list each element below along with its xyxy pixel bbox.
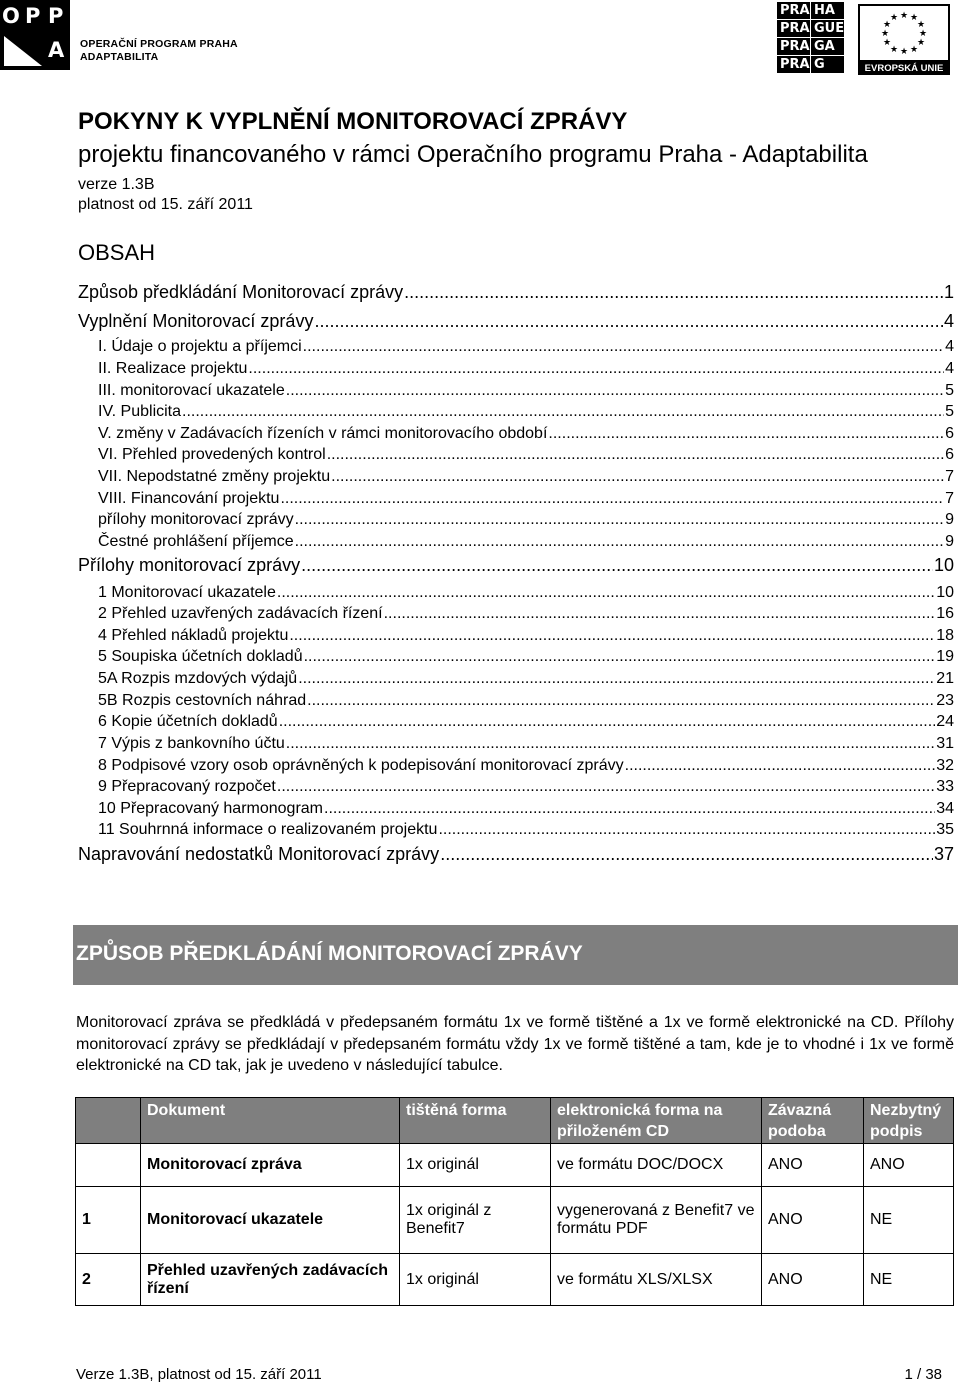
toc-leader-dots [438, 821, 935, 839]
toc-leader-dots [280, 490, 944, 508]
toc-entry-label: II. Realizace projektu [98, 360, 248, 377]
toc-entry[interactable] [98, 584, 954, 602]
table-row [76, 1187, 954, 1254]
toc-entry[interactable] [98, 692, 954, 710]
toc-heading: OBSAH [78, 240, 156, 265]
table-cell-binding: ANO [762, 1187, 864, 1254]
toc-entry[interactable] [98, 778, 954, 796]
table-cell-num [76, 1144, 141, 1187]
svg-text:★: ★ [889, 45, 899, 55]
toc-entry-label: VII. Nepodstatné změny projektu [98, 468, 331, 485]
svg-text:★: ★ [909, 45, 919, 55]
toc-entry-page: 31 [936, 735, 954, 752]
toc-leader-dots [307, 692, 935, 710]
toc-entry[interactable] [98, 382, 954, 400]
toc-entry-label: 11 Souhrnná informace o realizovaném projektu [98, 821, 438, 838]
toc-entry[interactable] [98, 490, 954, 508]
eu-stars-icon [860, 6, 948, 60]
svg-text:★: ★ [880, 29, 890, 39]
toc-entry-page: 16 [936, 605, 954, 622]
toc-entry-label: Vyplnění Monitorovací zprávy [78, 311, 314, 331]
opp-logo-text [80, 38, 238, 64]
toc-leader-dots [286, 735, 935, 753]
toc-leader-dots [295, 511, 944, 529]
table-cell-electronic: ve formátu DOC/DOCX [551, 1144, 762, 1187]
toc-entry[interactable] [98, 511, 954, 529]
opp-logo-line2: ADAPTABILITA [80, 51, 159, 63]
toc-entry[interactable] [78, 282, 954, 303]
toc-leader-dots [289, 627, 935, 645]
toc-entry-page: 7 [945, 468, 954, 485]
toc-entry-page: 10 [933, 555, 954, 575]
table-cell-num: 2 [76, 1254, 141, 1306]
praha-logo-cell: HA [811, 2, 844, 19]
praha-logo-cell: GA [811, 38, 844, 55]
toc-leader-dots [548, 425, 944, 443]
toc-entry[interactable] [78, 311, 954, 332]
table-cell-num: 1 [76, 1187, 141, 1254]
toc-entry-label: 10 Přepracovaný harmonogram [98, 800, 324, 817]
document-subtitle: projektu financovaného v rámci Operačního programu Praha - Adaptabilita [78, 141, 868, 168]
toc-entry-page: 9 [945, 511, 954, 528]
toc-leader-dots [625, 757, 936, 775]
table-cell-print: 1x originál [400, 1144, 551, 1187]
table-cell-signature: NE [864, 1187, 954, 1254]
table-cell-electronic: vygenerovaná z Benefit7 ve formátu PDF [551, 1187, 762, 1254]
toc-entry-page: 6 [945, 425, 954, 442]
toc-leader-dots [314, 311, 943, 332]
table-cell-print: 1x originál [400, 1254, 551, 1306]
toc-leader-dots [295, 533, 944, 551]
toc-entry[interactable] [98, 533, 954, 551]
toc-entry-label: V. změny v Zadávacích řízeních v rámci monitorovacího období [98, 425, 548, 442]
table-cell-electronic: ve formátu XLS/XLSX [551, 1254, 762, 1306]
document-validity: platnost od 15. září 2011 [78, 196, 253, 213]
opp-logo-letter: P [48, 4, 64, 28]
toc-entry-page: 5 [945, 382, 954, 399]
toc-entry[interactable] [78, 555, 954, 576]
toc-leader-dots [303, 338, 944, 356]
toc-leader-dots [304, 648, 936, 666]
document-version: verze 1.3B [78, 176, 155, 193]
table-cell-signature: NE [864, 1254, 954, 1306]
footer-version: Verze 1.3B, platnost od 15. září 2011 [76, 1366, 322, 1383]
table-cell-binding: ANO [762, 1144, 864, 1187]
toc-leader-dots [327, 446, 944, 464]
svg-text:★: ★ [916, 38, 926, 48]
toc-entry-page: 9 [945, 533, 954, 550]
toc-entry-page: 7 [945, 490, 954, 507]
toc-entry-label: III. monitorovací ukazatele [98, 382, 285, 399]
opp-logo-letter: A [48, 38, 65, 62]
toc-entry-page: 35 [936, 821, 954, 838]
toc-entry-page: 37 [933, 844, 954, 864]
table-header-cell: elektronická forma na přiloženém CD [551, 1098, 762, 1144]
toc-entry[interactable] [98, 757, 954, 775]
toc-leader-dots [324, 800, 935, 818]
toc-entry-page: 19 [936, 648, 954, 665]
table-row [76, 1254, 954, 1306]
toc-entry[interactable] [98, 627, 954, 645]
toc-leader-dots [331, 468, 944, 486]
praha-logo-cell: PRA [777, 38, 810, 55]
toc-entry[interactable] [98, 648, 954, 666]
svg-text:★: ★ [889, 13, 899, 23]
toc-entry-page: 4 [945, 338, 954, 355]
table-cell-print: 1x originál z Benefit7 [400, 1187, 551, 1254]
table-cell-signature: ANO [864, 1144, 954, 1187]
table-header-row [76, 1098, 954, 1144]
toc-entry-page: 4 [943, 311, 954, 331]
table-cell-binding: ANO [762, 1254, 864, 1306]
toc-entry-page: 6 [945, 446, 954, 463]
toc-entry-label: 1 Monitorovací ukazatele [98, 584, 276, 601]
toc-entry[interactable] [98, 670, 954, 688]
toc-entry-label: VI. Přehled provedených kontrol [98, 446, 326, 463]
praha-logo-cell: PRA [777, 56, 810, 73]
toc-entry-label: 2 Přehled uzavřených zadávacích řízení [98, 605, 383, 622]
opp-logo-line1: OPERAČNÍ PROGRAM PRAHA [80, 38, 238, 50]
opp-logo [0, 0, 70, 70]
toc-entry-label: Přílohy monitorovací zprávy [78, 555, 301, 575]
toc-leader-dots [286, 382, 944, 400]
praha-logo-cell: PRA [777, 20, 810, 37]
toc-entry-label: 9 Přepracovaný rozpočet [98, 778, 276, 795]
document-title: POKYNY K VYPLNĚNÍ MONITOROVACÍ ZPRÁVY [78, 108, 628, 135]
toc-entry[interactable] [98, 446, 954, 464]
toc-leader-dots [277, 778, 935, 796]
table-header-cell: Dokument [141, 1098, 400, 1144]
toc-entry-label: 6 Kopie účetních dokladů [98, 713, 278, 730]
praha-logo [777, 2, 845, 74]
toc-entry-page: 24 [936, 713, 954, 730]
toc-entry-label: 7 Výpis z bankovního účtu [98, 735, 285, 752]
table-header-cell: tištěná forma [400, 1098, 551, 1144]
toc-entry[interactable] [78, 844, 954, 865]
svg-text:★: ★ [916, 20, 926, 30]
toc-leader-dots [404, 282, 943, 303]
toc-entry-label: 5B Rozpis cestovních náhrad [98, 692, 307, 709]
section-paragraph: Monitorovací zpráva se předkládá v předepsaném formátu 1x ve formě tištěné a 1x ve formě elektronické na CD. Přílohy monitorovací zprávy se předkládají v předepsaném formátu vždy 1x ve formě tištěné a tam, kde je to vhodné i 1x ve formě elektronické na CD tak, jak je uvedeno v následující tabulce. [76, 1014, 954, 1074]
toc-entry[interactable] [98, 713, 954, 731]
toc-entry-page: 10 [936, 584, 954, 601]
toc-entry[interactable] [98, 800, 954, 818]
praha-logo-cell: G [811, 56, 844, 73]
toc-leader-dots [248, 360, 944, 378]
toc-entry[interactable] [98, 425, 954, 443]
table-header-cell [76, 1098, 141, 1144]
toc-entry-page: 18 [936, 627, 954, 644]
attachments-table [75, 1097, 954, 1306]
toc-entry[interactable] [98, 821, 954, 839]
svg-text:★: ★ [899, 47, 909, 57]
praha-logo-cell: GUE [811, 20, 844, 37]
svg-text:★: ★ [882, 20, 892, 30]
toc-entry-label: I. Údaje o projektu a příjemci [98, 338, 302, 355]
toc-entry[interactable] [98, 338, 954, 356]
svg-text:★: ★ [882, 38, 892, 48]
toc-leader-dots [277, 584, 935, 602]
toc-entry-label: přílohy monitorovací zprávy [98, 511, 294, 528]
praha-logo-cell: PRA [777, 2, 810, 19]
toc-entry-page: 1 [943, 282, 954, 302]
svg-text:★: ★ [909, 13, 919, 23]
table-cell-document: Monitorovací zpráva [141, 1144, 400, 1187]
table-cell-document: Monitorovací ukazatele [141, 1187, 400, 1254]
toc-entry[interactable] [98, 403, 954, 421]
toc-entry-page: 23 [936, 692, 954, 709]
svg-text:★: ★ [899, 11, 909, 21]
toc-entry-page: 5 [945, 403, 954, 420]
table-row [76, 1144, 954, 1187]
toc-entry-page: 34 [936, 800, 954, 817]
eu-flag-icon [858, 4, 950, 62]
toc-entry[interactable] [98, 468, 954, 486]
toc-entry-label: Napravování nedostatků Monitorovací zprávy [78, 844, 440, 864]
opp-logo-letter: P [25, 4, 41, 28]
toc-entry-label: Způsob předkládání Monitorovací zprávy [78, 282, 404, 302]
toc-leader-dots [384, 605, 936, 623]
toc-entry-page: 4 [945, 360, 954, 377]
toc-entry[interactable] [98, 360, 954, 378]
footer-page-number: 1 / 38 [904, 1366, 942, 1383]
toc-entry-label: 8 Podpisové vzory osob oprávněných k podepisování monitorovací zprávy [98, 757, 624, 774]
svg-text:★: ★ [918, 29, 928, 39]
toc-entry-page: 32 [936, 757, 954, 774]
opp-logo-letter: O [2, 4, 20, 28]
table-cell-document: Přehled uzavřených zadávacích řízení [141, 1254, 400, 1306]
eu-logo-label: EVROPSKÁ UNIE [858, 62, 950, 75]
toc-leader-dots [440, 844, 933, 865]
toc-entry-label: 4 Přehled nákladů projektu [98, 627, 289, 644]
toc-leader-dots [298, 670, 935, 688]
toc-entry[interactable] [98, 735, 954, 753]
toc-entry-label: 5A Rozpis mzdových výdajů [98, 670, 298, 687]
toc-entry-label: IV. Publicita [98, 403, 182, 420]
table-header-cell: Závazná podoba [762, 1098, 864, 1144]
toc-entry[interactable] [98, 605, 954, 623]
toc-leader-dots [182, 403, 944, 421]
section-heading: ZPŮSOB PŘEDKLÁDÁNÍ MONITOROVACÍ ZPRÁVY [76, 942, 583, 965]
toc-leader-dots [301, 555, 933, 576]
table-header-cell: Nezbytný podpis [864, 1098, 954, 1144]
toc-entry-label: VIII. Financování projektu [98, 490, 280, 507]
toc-entry-page: 21 [936, 670, 954, 687]
toc-entry-page: 33 [936, 778, 954, 795]
toc-entry-label: 5 Soupiska účetních dokladů [98, 648, 303, 665]
toc-entry-label: Čestné prohlášení příjemce [98, 533, 294, 550]
toc-leader-dots [279, 713, 936, 731]
opp-logo-triangle-icon [4, 36, 42, 66]
